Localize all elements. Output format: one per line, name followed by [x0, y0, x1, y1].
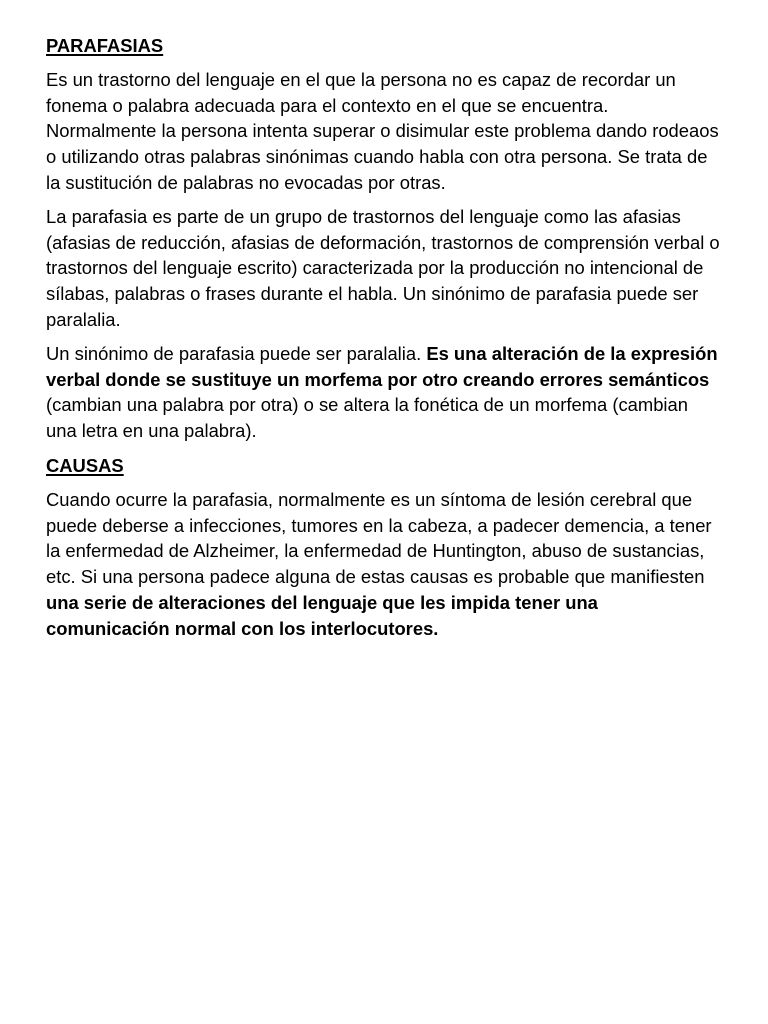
paragraph-causes [46, 487, 722, 642]
heading-parafasias: PARAFASIAS [46, 35, 164, 56]
paragraph-causes-bold: una serie de alteraciones del lenguaje que les impida tener una comunicación normal con los interlocutores. [46, 591, 598, 639]
paragraph-synonym [46, 341, 722, 444]
paragraph-synonym-bold: Es una alteración de la expresión verbal donde se sustituye un morfema por otro creando errores semánticos [46, 342, 718, 390]
heading-causas: CAUSAS [46, 454, 124, 476]
document-page [46, 32, 722, 650]
paragraph-definition: Es un trastorno del lenguaje en el que la persona no es capaz de recordar un fonema o palabra adecuada para el contexto en el que se encuentra. Normalmente la persona intenta superar o disimular este problema dando rodeaos o utilizando otras palabras sinónimas cuando habla con otra persona. Se trata de la sustitución de palabras no evocadas por otras. [46, 68, 719, 193]
paragraph-synonym-lead: Un sinónimo de parafasia puede ser paralalia. [46, 342, 427, 364]
paragraph-classification: La parafasia es parte de un grupo de trastornos del lenguaje como las afasias (afasias de reducción, afasias de deformación, trastornos de comprensión verbal o trastornos del lenguaje escrito) caracterizada por la producción no intencional de sílabas, palabras o frases durante el habla. Un sinónimo de parafasia puede ser paralalia. [46, 205, 720, 330]
paragraph-synonym-tail: (cambian una palabra por otra) o se altera la fonética de un morfema (cambian una letra en una palabra). [46, 394, 688, 442]
paragraph-causes-lead: Cuando ocurre la parafasia, normalmente es un síntoma de lesión cerebral que puede deberse a infecciones, tumores en la cabeza, a padecer demencia, a tener la enfermedad de Alzheimer, la enfermedad de Huntington, abuso de sustancias, etc. Si una persona padece alguna de estas causas es probable que manifiesten [46, 488, 712, 588]
